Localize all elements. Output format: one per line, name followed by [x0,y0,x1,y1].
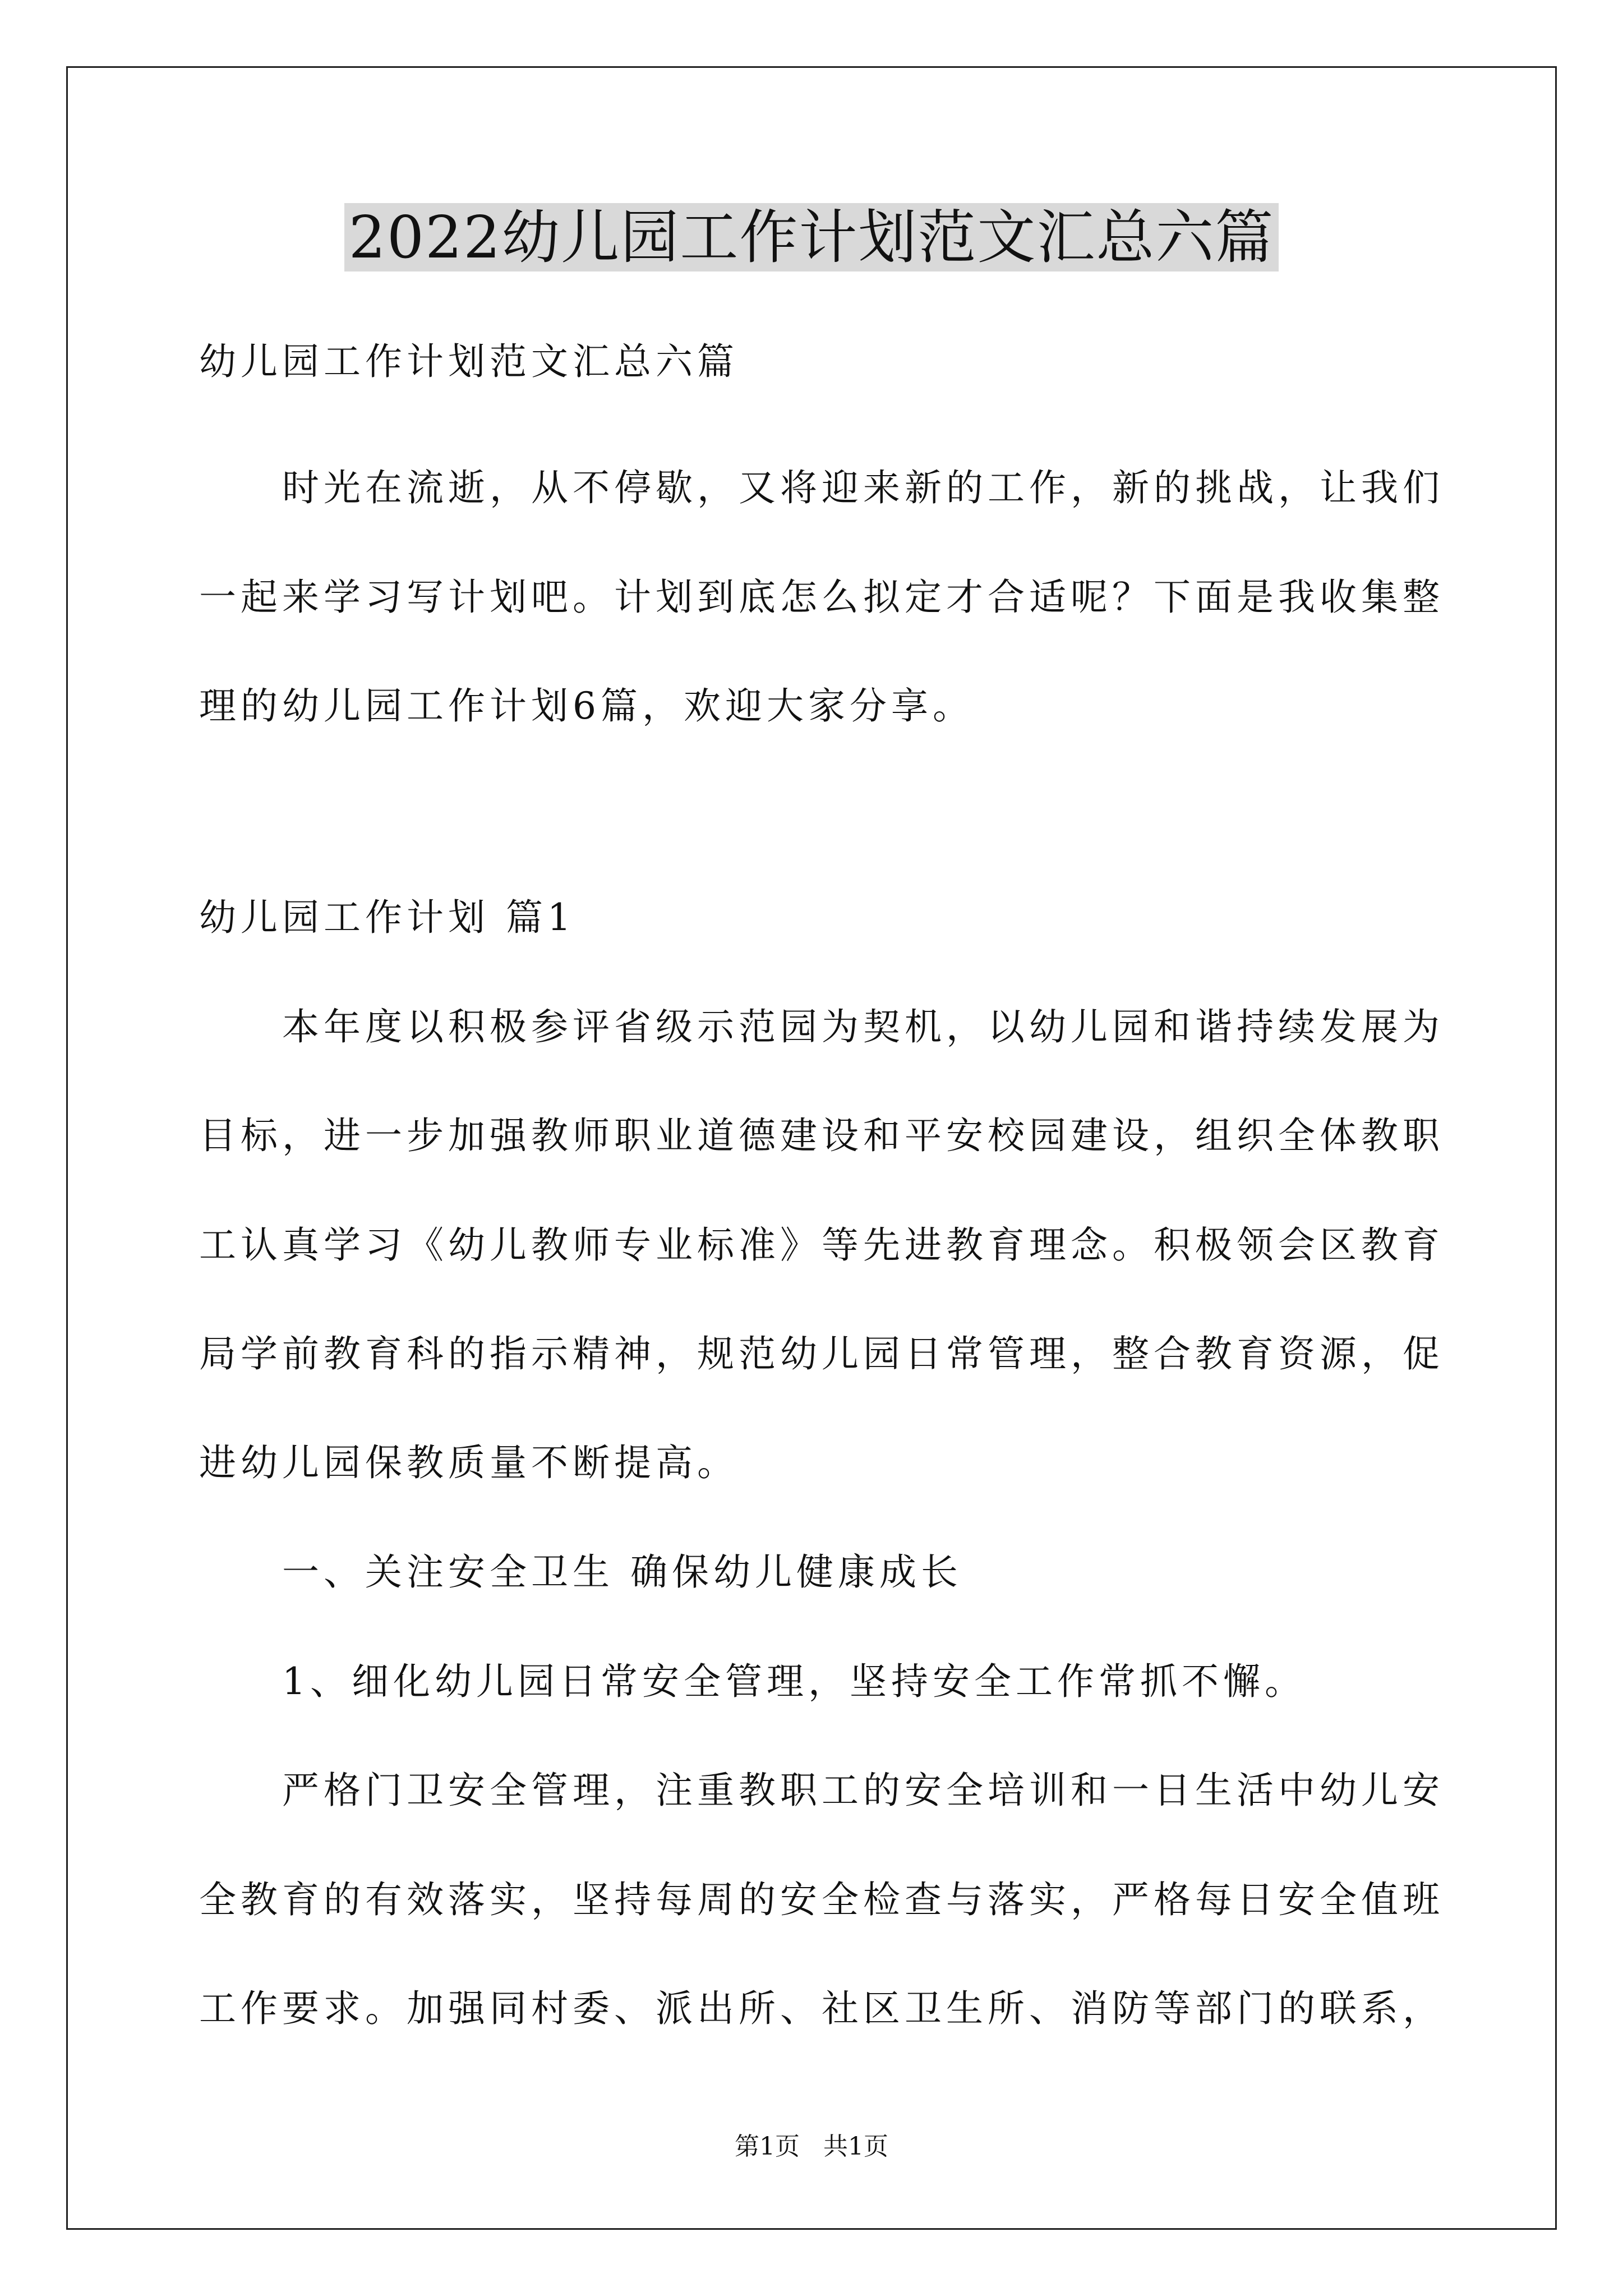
page-footer: 第1页 共1页 [735,2132,888,2161]
item-heading: 1、细化幼儿园日常安全管理，坚持安全工作常抓不懈。 [282,1660,1306,1703]
paragraph-line: 工作要求。加强同村委、派出所、社区卫生所、消防等部门的联系， [199,1987,1444,2030]
paragraph-line: 目标，进一步加强教师职业道德建设和平安校园建设，组织全体教职 [199,1114,1444,1157]
paragraph-line: 工认真学习《幼儿教师专业标准》等先进教育理念。积极领会区教育 [199,1223,1444,1267]
document-title-text: 2022幼儿园工作计划范文汇总六篇 [344,203,1279,272]
subsection-heading: 一、关注安全卫生 确保幼儿健康成长 [282,1550,962,1594]
paragraph-line: 全教育的有效落实，坚持每周的安全检查与落实，严格每日安全值班 [199,1878,1444,1921]
paragraph-line: 局学前教育科的指示精神，规范幼儿园日常管理，整合教育资源，促 [199,1332,1444,1375]
section-heading: 幼儿园工作计划 篇1 [199,896,575,939]
paragraph-line: 理的幼儿园工作计划6篇，欢迎大家分享。 [199,684,974,728]
doc-subtitle: 幼儿园工作计划范文汇总六篇 [199,340,739,383]
paragraph-line: 进幼儿园保教质量不断提高。 [199,1441,739,1484]
paragraph-line: 时光在流逝，从不停歇，又将迎来新的工作，新的挑战，让我们 [282,466,1444,509]
document-title [0,198,1623,277]
paragraph-line: 严格门卫安全管理，注重教职工的安全培训和一日生活中幼儿安 [282,1769,1444,1812]
paragraph-line: 一起来学习写计划吧。计划到底怎么拟定才合适呢？下面是我收集整 [199,576,1444,619]
paragraph-line: 本年度以积极参评省级示范园为契机，以幼儿园和谐持续发展为 [282,1005,1444,1048]
